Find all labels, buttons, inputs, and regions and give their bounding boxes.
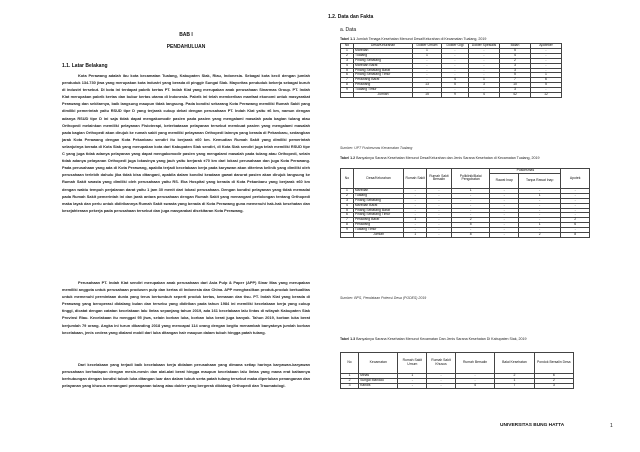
- table-2-cell: Maredan: [353, 188, 403, 193]
- table-2-cell: 3: [341, 198, 354, 203]
- table-3-cell: 1: [398, 374, 427, 379]
- table-1-cell: -: [413, 58, 442, 63]
- paragraph-3: Dari kecelakaan yang terjadi baik kecelakaan kerja didalam perusahaan yang dimana setiap harinya karyawan-karyawan perusahaan berhadapan dengan mesin-mesin dan alat-alat berat hingga maupun kecelakaan lalu lintas yang mana erat kaitannya berhubungan dengan kondisi tubuh luka ditangan luar dan dalam tubuh serta patah tulang tersebut maka diperlukan penanganan dan pelayanan yang khusus menangani penanganan tulang atau dokter yang bergerak dibidang Orthopedi dan Traumatologi.: [62, 362, 310, 389]
- table-3-cell: Kandis: [359, 383, 398, 388]
- table-1-cell: 4: [500, 53, 531, 58]
- table-2-subheader-row: Rawat Inap Tanpa Rawat Inap: [341, 173, 590, 188]
- table-1-cell: 2: [500, 58, 531, 63]
- table-2-cell: -: [519, 198, 561, 203]
- table-1-source: Sumber: UPT Puskesmas Kecamatan Tualang: [340, 146, 413, 150]
- table-3-cell: Minas: [359, 374, 398, 379]
- table-3-cell: 1: [341, 374, 359, 379]
- table-1-cell: 10: [500, 83, 531, 88]
- table-2-cell: -: [404, 228, 427, 233]
- table-2-cell: 1: [341, 188, 354, 193]
- table-3-cell: -: [455, 374, 494, 379]
- table-1-cell: 6: [531, 78, 562, 83]
- table-2-cell: -: [561, 203, 590, 208]
- table-2-cell: 8: [341, 223, 354, 228]
- table-1-cell: 3: [500, 88, 531, 93]
- table-2-cell: 2: [341, 193, 354, 198]
- table-2-cell: -: [451, 213, 490, 218]
- table-1-cell: -: [469, 48, 500, 53]
- table-2-cell: -: [519, 213, 561, 218]
- table-2-cell: -: [427, 208, 452, 213]
- table-1-cell: 5: [531, 83, 562, 88]
- table-1: [340, 43, 562, 98]
- table-1-cell: -: [413, 63, 442, 68]
- table-1-cell: -: [413, 88, 442, 93]
- table-2-cell: -: [451, 198, 490, 203]
- table-2-cell: 9: [341, 228, 354, 233]
- table-3-cell: -: [455, 378, 494, 383]
- table-2-cell: -: [451, 208, 490, 213]
- table-3-cell: -: [398, 378, 427, 383]
- table-2-cell: 2: [561, 218, 590, 223]
- table-3-cell: 6: [534, 374, 573, 379]
- table-2-cell: -: [427, 218, 452, 223]
- table-1-cell: 6: [341, 73, 354, 78]
- table-1-cell: -: [469, 68, 500, 73]
- table-1-cell: 7: [500, 78, 531, 83]
- table-1-cell: 5: [500, 73, 531, 78]
- table-2-total-cell: 8: [561, 233, 590, 238]
- table-1-cell: -: [531, 68, 562, 73]
- table-1-cell: 3: [341, 58, 354, 63]
- table-1-total-cell: 12: [531, 93, 562, 98]
- table-2-cell: 6: [341, 213, 354, 218]
- table-2-cell: -: [519, 208, 561, 213]
- table-2-cell: Tualang: [353, 193, 403, 198]
- table-2-cell: -: [404, 188, 427, 193]
- table-2-cell: -: [490, 198, 519, 203]
- table-2-cell: -: [561, 193, 590, 198]
- table-1-cell: -: [442, 48, 469, 53]
- table-1-cell: -: [531, 63, 562, 68]
- table-2-cell: 1: [404, 218, 427, 223]
- table-2-cell: -: [490, 188, 519, 193]
- table-1-cell: -: [442, 68, 469, 73]
- table-2-cell: Pinang Sebatang Timur: [353, 213, 403, 218]
- table-2-cell: 4: [341, 203, 354, 208]
- table-2-cell: -: [404, 193, 427, 198]
- chapter-number: BAB I: [179, 32, 193, 38]
- section-heading-1-2: 1.2. Data dan Fakta: [328, 14, 374, 20]
- paragraph-2: Perusahaan PT. Indah Kiat sendiri merupakan anak perusahaan dari Asia Pulp & Paper (APP) Sinar Mas yang merupakan memiliki anggota untuk perusahaan produsen pulp dan kertas di Indonesia dan China. APP menghasilkan produk-produk berkualitas untuk memenuhi permintaan dunia yang terus bertumbuh seperti produk kertas, kemasan dan tisu. PT. Indah Kiat yang berada di Perawang yang beroperasi didalang bulan dan tersebu yang didirikan pada tahun 1984 ini memiliki kecelakaan kerja yang cukup tinggi, dicatat dengan catatan kecelakaan lalu lintas sepanjang tahun 2019, ada 161 kecelakaan lalu lintas di wilayah Kabupaten Siak Provinsi Riau. Kecelakaan itu menggat 95 jiwa, selain korban luka, korban luka berat juga banyak. Tahun 2019, korban luka berat berjumlah 79 orang. Angka ini turun dibanding 2018 yang mencapai 114 orang dengan begitu menambah banyaknya jumlah korban kecelakaan, jenis cedera yang dialami mobil dari luka ditangan hair maupun dalam tubuh hingga patah tulang.: [62, 280, 310, 335]
- table-3-cell: 3: [534, 383, 573, 388]
- table-2-total-cell: Jumlah: [353, 233, 403, 238]
- table-1-cell: 3: [469, 83, 500, 88]
- table-3-header-row: No Kecamatan Rumah Sakit Umum Rumah Sakit Khusus Rumah Bersalin Balai Kesehatan Pondok Bersalin Desa: [341, 353, 574, 374]
- table-1-cell: 5: [442, 83, 469, 88]
- table-2-cell: 1: [519, 193, 561, 198]
- table-1-cell: 8: [341, 83, 354, 88]
- table-1-total-cell: 15: [413, 93, 442, 98]
- table-2-total-row: [341, 233, 590, 238]
- table-1-cell: -: [413, 78, 442, 83]
- table-1-caption: Tabel 1.1 Jumlah Tenaga Kesehatan Menurut Desa/Kelurahan di Kecamatan Tualang, 2019: [340, 37, 487, 41]
- page-number: 1: [610, 423, 613, 429]
- table-2-source: Sumber: BPS, Pendataan Potensi Desa (PODES) 2019: [340, 296, 427, 300]
- table-1-total-cell: [341, 93, 354, 98]
- table-2-cell: -: [404, 203, 427, 208]
- table-2-cell: -: [427, 223, 452, 228]
- table-1-total-cell: 42: [500, 93, 531, 98]
- table-2-cell: -: [561, 208, 590, 213]
- table-2-cell: 6: [561, 223, 590, 228]
- table-2-cell: -: [519, 188, 561, 193]
- table-2-total-cell: -: [427, 233, 452, 238]
- section-heading-1-1: 1.1. Latar Belakang: [62, 63, 108, 69]
- table-2-cell: -: [451, 203, 490, 208]
- table-2-cell: Pinang Sebatang Barat: [353, 208, 403, 213]
- table-1-total-row: [341, 93, 562, 98]
- table-1-total-cell: Jumlah: [354, 93, 413, 98]
- table-2-cell: -: [490, 228, 519, 233]
- table-2-cell: Maredan Barat: [353, 203, 403, 208]
- table-3-cell: -: [398, 383, 427, 388]
- table-1-cell: Pinang Sebatang: [354, 58, 413, 63]
- table-2-cell: Perawang Barat: [353, 218, 403, 223]
- table-1-cell: -: [442, 63, 469, 68]
- table-3-cell: 3: [341, 383, 359, 388]
- table-1-cell: -: [531, 58, 562, 63]
- table-1-cell: Pinang Sebatang Barat: [354, 68, 413, 73]
- table-2-cell: -: [404, 198, 427, 203]
- table-2-total-cell: 1: [404, 233, 427, 238]
- table-3-cell: Sungai Mandau: [359, 378, 398, 383]
- table-2-cell: -: [404, 213, 427, 218]
- table-2-cell: -: [561, 213, 590, 218]
- table-1-cell: 3: [500, 63, 531, 68]
- table-3-cell: -: [427, 383, 456, 388]
- table-1-cell: Perawang Barat: [354, 78, 413, 83]
- subsection-heading: a. Data: [340, 27, 357, 33]
- table-1-cell: 1: [469, 78, 500, 83]
- table-3-cell: 2: [534, 378, 573, 383]
- table-2-total-cell: -: [490, 233, 519, 238]
- table-2-cell: 7: [341, 218, 354, 223]
- table-2-cell: -: [404, 208, 427, 213]
- table-2-cell: -: [427, 188, 452, 193]
- table-3-cell: 4: [455, 383, 494, 388]
- footer-university: UNIVERSITAS BUNG HATTA: [500, 423, 565, 428]
- table-1-header-row: No Desa/Kelurahan Dokter Umum Dokter Gigi Dokter Spesialis Bidan Apoteker: [341, 44, 562, 49]
- table-2-cell: -: [427, 213, 452, 218]
- table-1-cell: -: [442, 53, 469, 58]
- table-2-cell: -: [404, 223, 427, 228]
- table-2-cell: Perawang: [353, 223, 403, 228]
- table-1-cell: -: [442, 73, 469, 78]
- table-1-cell: -: [469, 53, 500, 58]
- table-1-total-cell: 4: [469, 93, 500, 98]
- table-3-row: [341, 383, 574, 388]
- table-2-cell: Tualang Timur: [353, 228, 403, 233]
- table-2-cell: 1: [451, 188, 490, 193]
- table-1-cell: Tualang Timur: [354, 88, 413, 93]
- table-3-cell: 2: [341, 378, 359, 383]
- table-3-caption: Tabel 1.3 Banyaknya Sarana Kesehatan Menurut Kecamatan Dan Jenis Sarana Kesehatan Di Kabupaten Siak, 2019: [340, 337, 527, 341]
- table-2-cell: Pinang Sebatang: [353, 198, 403, 203]
- table-1-cell: 1: [341, 48, 354, 53]
- table-3-cell: 7: [495, 383, 534, 388]
- table-1-cell: -: [413, 73, 442, 78]
- table-1-cell: -: [413, 68, 442, 73]
- table-2-cell: 5: [451, 223, 490, 228]
- table-1-cell: -: [469, 63, 500, 68]
- table-2-cell: -: [561, 198, 590, 203]
- table-1-cell: 13: [413, 83, 442, 88]
- table-1-cell: Pinang Sebatang Timur: [354, 73, 413, 78]
- table-2: [340, 168, 590, 238]
- table-2-cell: 1: [519, 223, 561, 228]
- table-2-cell: 5: [341, 208, 354, 213]
- table-2-cell: -: [427, 203, 452, 208]
- table-2-header-row: No Desa/Kelurahan Rumah Sakit Rumah Sakit Bersalin Poliklinik/Balai Pengobatan Puskesmas Apotek: [341, 169, 590, 174]
- table-2-cell: 2: [451, 218, 490, 223]
- table-3-cell: 1: [495, 378, 534, 383]
- table-2-cell: -: [490, 223, 519, 228]
- table-1-cell: 3: [500, 68, 531, 73]
- table-2-cell: -: [490, 203, 519, 208]
- table-1-cell: -: [469, 58, 500, 63]
- table-1-cell: -: [531, 48, 562, 53]
- table-3-cell: -: [427, 378, 456, 383]
- table-1-cell: Maredan Barat: [354, 63, 413, 68]
- table-2-cell: -: [427, 228, 452, 233]
- table-3-cell: -: [427, 374, 456, 379]
- table-2-cell: -: [490, 213, 519, 218]
- table-1-total-cell: 9: [442, 93, 469, 98]
- table-3-cell: 2: [495, 374, 534, 379]
- table-2-caption: Tabel 1.2 Banyaknya Sarana Kesehatan Menurut Desa/Kelurahan dan Jenis Sarana Kesehatan di Kecamatan Tualang, 2019: [340, 156, 540, 160]
- table-2-cell: -: [490, 193, 519, 198]
- table-1-cell: 2: [341, 53, 354, 58]
- table-1-cell: Maredan: [354, 48, 413, 53]
- table-2-cell: -: [427, 193, 452, 198]
- table-1-cell: -: [469, 73, 500, 78]
- table-1-cell: 1: [413, 48, 442, 53]
- table-2-cell: -: [561, 228, 590, 233]
- table-2-cell: -: [519, 203, 561, 208]
- table-2-cell: -: [451, 228, 490, 233]
- table-1-cell: 5: [500, 48, 531, 53]
- table-1-cell: 7: [341, 78, 354, 83]
- table-1-cell: Tualang: [354, 53, 413, 58]
- table-2-cell: -: [451, 193, 490, 198]
- table-1-cell: 1: [413, 53, 442, 58]
- table-2-total-cell: [341, 233, 354, 238]
- table-1-cell: 1: [531, 73, 562, 78]
- table-1-cell: -: [442, 88, 469, 93]
- table-2-total-cell: 8: [451, 233, 490, 238]
- table-2-cell: -: [490, 208, 519, 213]
- paragraph-1: Kota Perawang adalah ibu kota kecamatan Tualang, Kabupaten Siak, Riau, Indonesia. Sebagai kota kecil dengan jumlah penduduk 134.730 jiwa yang merupakan kota industri yang berada di pinggir Sungai Siak. Mayoritas penduduk bekerja sebagai buruh di industri tersebut. Di kota ini terdapat pabrik kertas PT. Indah Kiat yang merupakan anak perusahaan Sinarmas Group. PT. Indah Kiat merupakan pabrik kertas dan bubur kertas utama di Indonesia. Pabrik ini telah memberikan manfaat ekonomi untuk masyarakat Perawang dan sekitarnya, baik langsung maupun tidak langsung. Pada kondisi sekarang Kota Perawang memiliki Rumah Sakit yang dimiliki pemerintah yaitu RSUD tipe D yang terjarak cukup dekat dengan perusahaan PT. Indah Kiat yaitu ±6 km, namun dengan adanya RSUD tipe D ini saja tidak dapat mengakomodir pasien pada pasien yang mengalami masalah pada bagian tulang atau Orthopedi melainkan memiliki pelayanan Fisioterapi, keterbatasan pelayanan tersebut membuat pasien yang mengalami masalah pada bagian Orthopedi akan dirujuk ke rumah sakit yang memiliki pelayanan Orthopedi lainnya yang berada di Pekanbaru, sedangkan jarak Kota Perawang dengan Kota Pekanbaru sendiri itu berjarak ±60 km. Kemudian Rumah Sakit yang dimiliki pemerintah selanjutnya berada di Kota Siak yang merupakan kota dari Kabupaten Siak sendiri, di Kota Siak sendiri juga telah memiliki RSUD tipe C yang juga tidak adanya pelayanan yang dapat mengakomodir pasien yang mengalami masalah pada tulang atau Orthopedi, selain tidak adanya pelayanan Orthopedi juga lokasinya yang jauh yaitu berjarak ±70 km dari lokasi perusahaan dan juga Kota Perawang. Pada perusahaan yang ada di Kota Perawang, apabila terjadi kecelakaan kerja pada karyawan akan diterima kelinik yang dimiliki oleh perusahaan terlebih dahulu jika tidak bisa ditangani, apabila dalam kondisi keadaan gawat darurat pasien akan dirujuk langsung ke Rumah Sakit swasta yang dimiliki oleh perusahaan yaitu RS. Eka Hospital yang berada di Kota Pekanbaru yang berjarak ±60 km dengan waktu tempuh perjalanan darat yaitu 1 jam 30 menit dari lokasi perusahaan. Dengan kondisi pelayanan yang tidak memadai pada Rumah Sakit pemerintah ini dan jarak antara perusahaan dengan Rumah Sakit yang menangani pertolongan tentang Orthopedi maka layak dan perlu untuk didirikannya Rumah Sakit swasta yang berada di Kota Perawang guna memenuhi hak-hak kesehatan dan kesejahteraan pekerja pada perusahaan tersebut dan juga masyarakat disekitaran Kota Perawang.: [62, 73, 310, 213]
- table-1-cell: -: [531, 88, 562, 93]
- table-2-cell: -: [519, 228, 561, 233]
- table-1-cell: 9: [341, 88, 354, 93]
- table-2-cell: -: [490, 218, 519, 223]
- table-2-total-cell: 2: [519, 233, 561, 238]
- table-1-cell: Perawang: [354, 83, 413, 88]
- table-1-cell: 5: [341, 68, 354, 73]
- table-1-cell: 4: [442, 78, 469, 83]
- table-1-cell: -: [531, 53, 562, 58]
- chapter-title: PENDAHULUAN: [166, 44, 206, 50]
- table-2-cell: -: [561, 188, 590, 193]
- table-3: [340, 352, 574, 389]
- table-1-cell: 4: [341, 63, 354, 68]
- table-1-cell: -: [442, 58, 469, 63]
- table-2-cell: -: [427, 198, 452, 203]
- table-2-cell: -: [519, 218, 561, 223]
- table-1-cell: -: [469, 88, 500, 93]
